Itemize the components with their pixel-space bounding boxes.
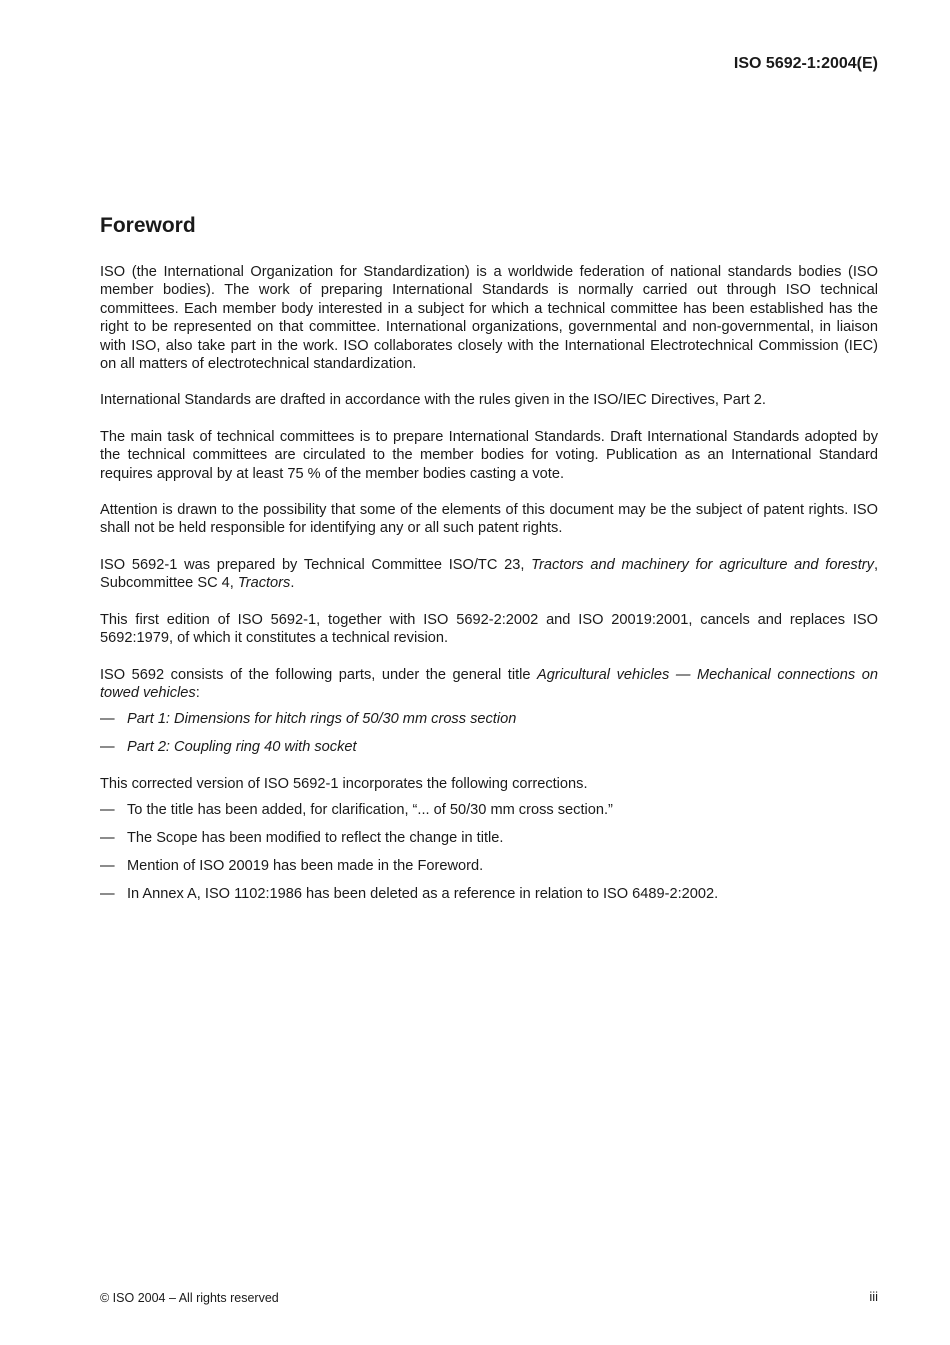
correction-text: In Annex A, ISO 1102:1986 has been deleted as a reference in relation to ISO 6489-2:2002. (127, 886, 719, 903)
correction-text: The Scope has been modified to reflect the change in title. (127, 830, 504, 847)
paragraph-directives: International Standards are drafted in accordance with the rules given in the ISO/IEC Directives, Part 2. (100, 392, 766, 409)
dash-bullet: — (100, 739, 115, 756)
correction-text: Mention of ISO 20019 has been made in the Foreword. (127, 858, 484, 875)
dash-bullet: — (100, 886, 115, 903)
paragraph-edition: This first edition of ISO 5692-1, together with ISO 5692-2:2002 and ISO 20019:2001, cancels and replaces ISO 5692:1979, of which it constitutes a technical revision. (100, 611, 878, 647)
paragraph-iso-intro: ISO (the International Organization for Standardization) is a worldwide federation of national standards bodies (ISO member bodies). The work of preparing International Standards is normally carried out through ISO technical committees. Each member body interested in a subject for which a technical committee has been established has the right to be represented on that committee. International organizations, governmental and non-governmental, in liaison with ISO, also take part in the work. ISO collaborates closely with the International Electrotechnical Commission (IEC) on all matters of electrotechnical standardization. (100, 264, 878, 373)
list-item (100, 885, 878, 903)
dash-bullet: — (100, 802, 115, 819)
part-title: Part 1: Dimensions for hitch rings of 50/30 mm cross section (127, 711, 517, 728)
subcommittee-title: Tractors (237, 575, 291, 592)
paragraph-committee-task: The main task of technical committees is to prepare International Standards. Draft International Standards adopted by the technical committees are circulated to the member bodies for voting. Publication as an International Standard requires approval by at least 75 % of the member bodies casting a vote. (100, 428, 878, 482)
parts-list (100, 710, 878, 756)
list-item (100, 857, 878, 875)
dash-bullet: — (100, 830, 115, 847)
list-item (100, 738, 878, 756)
parts-intro-text: ISO 5692 consists of the following parts, under the general title (100, 666, 538, 683)
prepared-by-text-3: . (290, 575, 295, 592)
prepared-by-text-2: , Subcommittee SC 4, (100, 556, 878, 592)
list-item (100, 710, 878, 728)
document-identifier: ISO 5692-1:2004(E) (733, 55, 878, 72)
foreword-section (100, 212, 878, 922)
dash-bullet: — (100, 711, 115, 728)
committee-title: Tractors and machinery for agriculture and forestry (531, 556, 874, 573)
correction-text: To the title has been added, for clarification, “... of 50/30 mm cross section.” (127, 802, 613, 819)
paragraph-prepared-by (100, 556, 878, 593)
copyright-notice: © ISO 2004 – All rights reserved (100, 1291, 279, 1305)
corrections-list (100, 801, 878, 903)
part-title: Part 2: Coupling ring 40 with socket (127, 739, 357, 756)
paragraph-parts-intro (100, 666, 878, 703)
paragraph-patent-rights: Attention is drawn to the possibility that some of the elements of this document may be the subject of patent rights. ISO shall not be held responsible for identifying any or all such patent rights. (100, 502, 878, 537)
general-title: Agricultural vehicles — Mechanical connections on towed vehicles (100, 666, 878, 701)
list-item (100, 829, 878, 847)
list-item (100, 801, 878, 819)
parts-intro-colon: : (195, 684, 200, 701)
paragraph-corrections-intro: This corrected version of ISO 5692-1 incorporates the following corrections. (100, 775, 588, 792)
dash-bullet: — (100, 858, 115, 875)
prepared-by-text: ISO 5692-1 was prepared by Technical Committee ISO/TC 23, (100, 556, 532, 573)
section-title: Foreword (100, 214, 196, 237)
page-number: iii (869, 1289, 878, 1304)
